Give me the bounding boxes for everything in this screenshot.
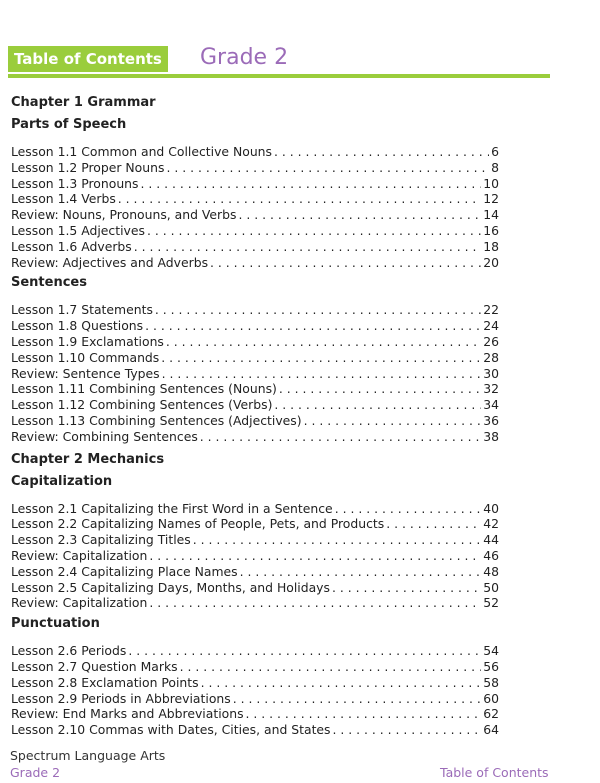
dot-leader	[274, 397, 481, 413]
section-heading: Capitalization	[11, 473, 113, 489]
entry-page-number: 36	[483, 412, 499, 428]
entry-title: Review: Combining Sentences	[11, 428, 198, 444]
toc-entry	[11, 366, 499, 382]
entry-title: Lesson 1.10 Commands	[11, 349, 160, 365]
toc-list	[11, 90, 499, 742]
dot-leader	[134, 239, 481, 255]
section-heading: Parts of Speech	[11, 117, 127, 132]
entry-page-number: 46	[483, 547, 499, 563]
entry-page-number: 24	[483, 318, 499, 334]
entry-page-number: 30	[483, 365, 499, 381]
dot-leader	[335, 501, 482, 517]
dot-leader	[200, 429, 481, 445]
entry-page-number: 40	[483, 500, 499, 516]
entry-title: Lesson 1.11 Combining Sentences (Nouns)	[11, 381, 277, 397]
dot-leader	[332, 580, 481, 596]
entry-title: Lesson 1.3 Pronouns	[11, 175, 139, 191]
entry-title: Lesson 1.9 Exclamations	[11, 333, 164, 349]
entry-list	[11, 501, 499, 612]
footer-book-title: Spectrum Language Arts	[10, 748, 166, 763]
toc-entry	[11, 318, 499, 334]
toc-entry	[11, 595, 499, 611]
entry-page-number: 64	[483, 722, 499, 738]
entry-title: Lesson 2.6 Periods	[11, 643, 127, 659]
dot-leader	[246, 706, 482, 722]
entry-page-number: 52	[483, 595, 499, 611]
entry-list	[11, 302, 499, 444]
entry-title: Review: End Marks and Abbreviations	[11, 706, 244, 722]
entry-page-number: 60	[483, 690, 499, 706]
entry-title: Review: Capitalization	[11, 547, 148, 563]
toc-tab-label: Table of Contents	[8, 46, 168, 72]
dot-leader	[141, 176, 482, 192]
toc-entry	[11, 722, 499, 738]
toc-entry	[11, 501, 499, 517]
entry-title: Review: Capitalization	[11, 595, 148, 611]
entry-title: Review: Sentence Types	[11, 365, 160, 381]
entry-page-number: 34	[483, 397, 499, 413]
dot-leader	[333, 722, 482, 738]
entry-page-number: 38	[483, 428, 499, 444]
toc-entry	[11, 176, 499, 192]
entry-title: Lesson 1.4 Verbs	[11, 191, 116, 207]
toc-entry	[11, 580, 499, 596]
section-heading: Sentences	[11, 275, 87, 291]
toc-entry	[11, 160, 499, 176]
entry-page-number: 10	[483, 175, 499, 191]
dot-leader	[180, 659, 482, 675]
grade-title: Grade 2	[200, 45, 289, 70]
entry-title: Lesson 2.7 Question Marks	[11, 658, 178, 674]
toc-entry	[11, 255, 499, 271]
toc-entry	[11, 239, 499, 255]
entry-page-number: 48	[483, 563, 499, 579]
dot-leader	[161, 350, 481, 366]
toc-entry	[11, 381, 499, 397]
toc-entry	[11, 350, 499, 366]
dot-leader	[238, 207, 481, 223]
entry-page-number: 6	[491, 144, 499, 159]
dot-leader	[274, 144, 489, 160]
entry-title: Lesson 2.3 Capitalizing Titles	[11, 532, 191, 548]
dot-leader	[304, 413, 482, 429]
entry-title: Lesson 2.10 Commas with Dates, Cities, and States	[11, 722, 331, 738]
entry-title: Lesson 2.1 Capitalizing the First Word in a Sentence	[11, 500, 333, 516]
entry-page-number: 18	[483, 238, 499, 254]
entry-page-number: 50	[483, 579, 499, 595]
dot-leader	[128, 643, 481, 659]
entry-page-number: 14	[483, 207, 499, 223]
chapter-heading: Chapter 1 Grammar	[11, 95, 156, 110]
dot-leader	[118, 191, 481, 207]
entry-page-number: 54	[483, 643, 499, 659]
entry-list	[11, 643, 499, 738]
toc-entry	[11, 191, 499, 207]
entry-title: Lesson 2.4 Capitalizing Place Names	[11, 563, 238, 579]
entry-title: Lesson 1.12 Combining Sentences (Verbs)	[11, 397, 273, 413]
entry-page-number: 8	[491, 159, 499, 175]
entry-page-number: 62	[483, 706, 499, 722]
entry-page-number: 32	[483, 381, 499, 397]
toc-entry	[11, 207, 499, 223]
entry-title: Lesson 1.6 Adverbs	[11, 238, 132, 254]
entry-title: Lesson 2.2 Capitalizing Names of People, Pets, and Products	[11, 516, 385, 532]
toc-entry	[11, 659, 499, 675]
entry-title: Lesson 1.2 Proper Nouns	[11, 159, 165, 175]
entry-page-number: 26	[483, 333, 499, 349]
dot-leader	[149, 548, 481, 564]
toc-entry	[11, 144, 499, 160]
toc-entry	[11, 397, 499, 413]
toc-entry	[11, 516, 499, 532]
entry-title: Lesson 1.8 Questions	[11, 318, 144, 334]
entry-page-number: 28	[483, 349, 499, 365]
entry-page-number: 22	[483, 302, 499, 318]
dot-leader	[166, 334, 481, 350]
entry-title: Lesson 1.13 Combining Sentences (Adjectives)	[11, 412, 302, 428]
dot-leader	[162, 366, 482, 382]
page-header	[8, 44, 556, 84]
section-heading: Punctuation	[11, 616, 100, 632]
toc-entry	[11, 706, 499, 722]
toc-entry	[11, 532, 499, 548]
dot-leader	[386, 516, 481, 532]
dot-leader	[166, 160, 489, 176]
toc-entry	[11, 643, 499, 659]
entry-page-number: 12	[483, 191, 499, 207]
entry-page-number: 20	[483, 254, 499, 270]
dot-leader	[145, 318, 481, 334]
header-divider	[8, 74, 550, 78]
dot-leader	[240, 564, 482, 580]
entry-title: Review: Nouns, Pronouns, and Verbs	[11, 207, 237, 223]
toc-entry	[11, 675, 499, 691]
entry-page-number: 44	[483, 532, 499, 548]
toc-entry	[11, 302, 499, 318]
dot-leader	[193, 532, 481, 548]
entry-title: Lesson 2.8 Exclamation Points	[11, 674, 199, 690]
entry-page-number: 16	[483, 222, 499, 238]
dot-leader	[147, 223, 481, 239]
dot-leader	[149, 595, 481, 611]
entry-page-number: 58	[483, 674, 499, 690]
toc-entry	[11, 334, 499, 350]
entry-title: Lesson 2.5 Capitalizing Days, Months, and Holidays	[11, 579, 330, 595]
dot-leader	[210, 255, 481, 271]
dot-leader	[279, 381, 481, 397]
toc-entry	[11, 548, 499, 564]
footer-grade: Grade 2	[10, 765, 61, 780]
dot-leader	[201, 675, 482, 691]
toc-entry	[11, 691, 499, 707]
dot-leader	[233, 691, 482, 707]
chapter-heading: Chapter 2 Mechanics	[11, 451, 165, 467]
entry-page-number: 42	[483, 516, 499, 532]
entry-list	[11, 144, 499, 270]
entry-page-number: 56	[483, 658, 499, 674]
entry-title: Lesson 1.5 Adjectives	[11, 222, 145, 238]
entry-title: Review: Adjectives and Adverbs	[11, 254, 209, 270]
entry-title: Lesson 2.9 Periods in Abbreviations	[11, 690, 231, 706]
toc-entry	[11, 429, 499, 445]
toc-entry	[11, 564, 499, 580]
dot-leader	[155, 302, 481, 318]
entry-title: Lesson 1.7 Statements	[11, 302, 153, 318]
toc-entry	[11, 223, 499, 239]
toc-entry	[11, 413, 499, 429]
footer-section-name: Table of Contents	[440, 765, 549, 780]
entry-title: Lesson 1.1 Common and Collective Nouns	[11, 144, 272, 159]
